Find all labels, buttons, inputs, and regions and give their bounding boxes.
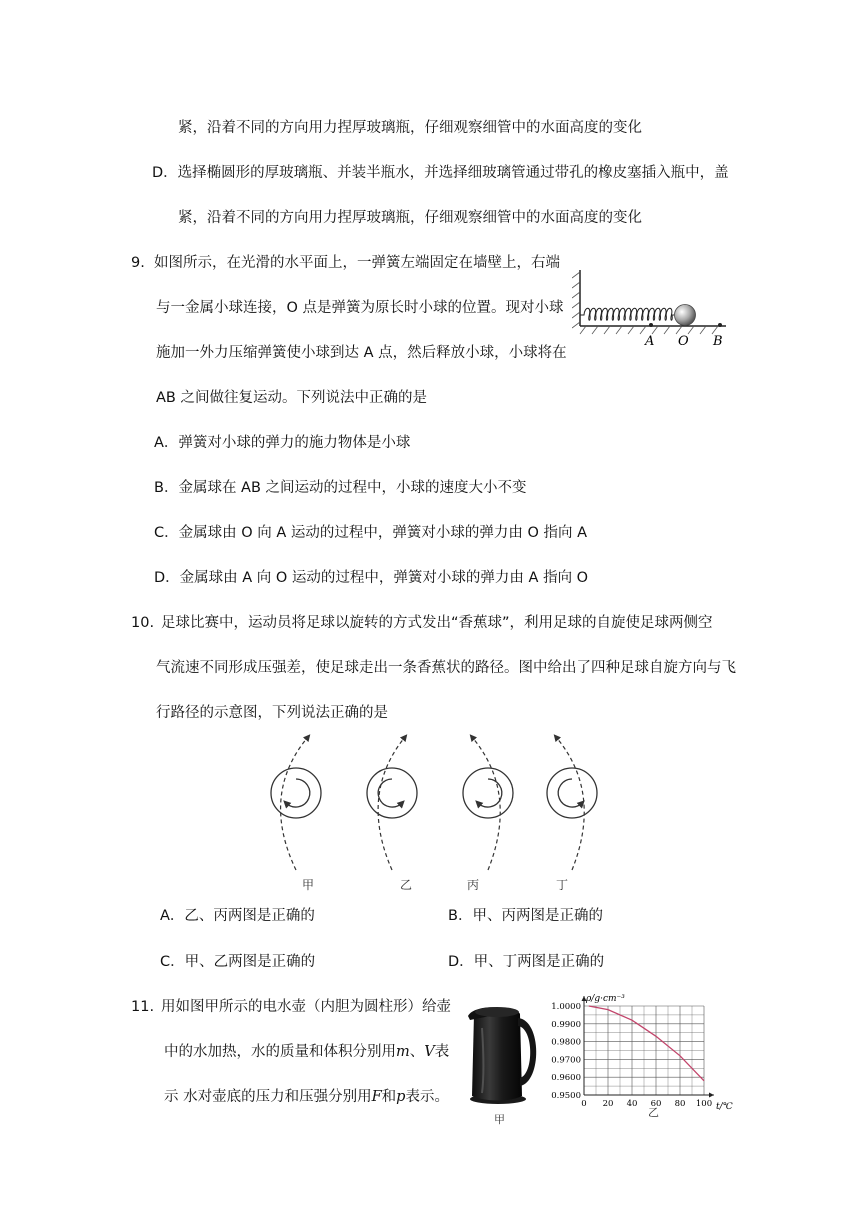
q11-stem-line1: 用如图甲所示的电水壶（内胆为圆柱形）给壶 bbox=[161, 999, 451, 1015]
y-tick-label: 0.9800 bbox=[551, 1037, 581, 1048]
electric-kettle-image bbox=[460, 998, 544, 1108]
q9-stem-line2: 与一金属小球连接，O 点是弹簧为原长时小球的位置。现对小球 bbox=[156, 300, 564, 316]
ball-yi bbox=[367, 737, 417, 870]
ball-bing bbox=[463, 737, 513, 870]
q9-stem-line4: AB 之间做往复运动。下列说法中正确的是 bbox=[156, 390, 427, 406]
chart-xlabel: t/℃ bbox=[716, 1102, 733, 1112]
ball-jia bbox=[271, 737, 321, 870]
q9-option-b: B．金属球在 AB 之间运动的过程中，小球的速度大小不变 bbox=[154, 480, 527, 496]
q10-option-a: A．乙、丙两图是正确的 bbox=[160, 908, 315, 924]
q10-option-d: D．甲、丁两图是正确的 bbox=[448, 954, 605, 970]
x-tick-label: 100 bbox=[695, 1099, 713, 1109]
spin-arrow-yi bbox=[378, 779, 402, 807]
q9-option-d: D．金属球由 A 向 O 运动的过程中，弹簧对小球的弹力由 A 指向 O bbox=[154, 570, 589, 586]
x-tick-label: 40 bbox=[626, 1099, 638, 1109]
chart-x-ticks bbox=[581, 1099, 712, 1109]
label-a: A bbox=[645, 334, 655, 349]
q9-stem-line3: 施加一外力压缩弹簧使小球到达 A 点，然后释放小球，小球将在 bbox=[156, 345, 567, 361]
y-tick-label: 0.9600 bbox=[551, 1073, 581, 1084]
q10-stem-line1: 足球比赛中，运动员将足球以旋转的方式发出“香蕉球”，利用足球的自旋使足球两侧空 bbox=[161, 615, 713, 631]
label-o: O bbox=[678, 334, 689, 349]
x-tick-label: 20 bbox=[602, 1099, 614, 1109]
q9-number: 9. bbox=[131, 255, 145, 271]
q8-option-d: D．选择椭圆形的厚玻璃瓶、并装半瓶水，并选择细玻璃管通过带孔的橡皮塞插入瓶中，盖 bbox=[152, 165, 729, 181]
label-b: B bbox=[713, 334, 723, 349]
q10-option-c: C．甲、乙两图是正确的 bbox=[160, 954, 316, 970]
q11-number: 11. bbox=[131, 999, 155, 1015]
chart-ylabel: ρ/g·cm⁻³ bbox=[586, 994, 625, 1004]
q9-option-a: A．弹簧对小球的弹力的施力物体是小球 bbox=[154, 435, 411, 451]
density-curve bbox=[589, 1006, 704, 1081]
figure-label-bing: 丙 bbox=[467, 878, 480, 892]
chart-axes bbox=[582, 996, 715, 1098]
q9-stem-line1: 如图所示，在光滑的水平面上，一弹簧左端固定在墙壁上，右端 bbox=[154, 255, 560, 271]
path-bing bbox=[472, 737, 500, 870]
metal-ball bbox=[675, 305, 696, 326]
q11-stem-line3: 示 水对壶底的压力和压强分别用F和p表示。 bbox=[164, 1089, 449, 1105]
y-tick-label: 1.0000 bbox=[551, 1002, 581, 1012]
y-tick-label: 0.9700 bbox=[551, 1055, 581, 1066]
spring-ball-figure bbox=[572, 264, 732, 352]
chart-label-yi: 乙 bbox=[648, 1106, 659, 1119]
kettle-label-jia: 甲 bbox=[494, 1113, 505, 1126]
spin-arrow-jia bbox=[286, 779, 310, 807]
spring bbox=[580, 308, 674, 320]
point-b-dot bbox=[718, 323, 722, 327]
x-tick-label: 80 bbox=[674, 1099, 686, 1109]
q10-option-b: B．甲、丙两图是正确的 bbox=[448, 908, 603, 924]
q10-stem-line2: 气流速不同形成压强差，使足球走出一条香蕉状的路径。图中给出了四种足球自旋方向与飞 bbox=[156, 660, 736, 676]
figure-label-yi: 乙 bbox=[400, 878, 413, 892]
q9-option-c: C．金属球由 O 向 A 运动的过程中，弹簧对小球的弹力由 O 指向 A bbox=[154, 525, 588, 541]
x-tick-label: 0 bbox=[581, 1099, 587, 1109]
path-jia bbox=[281, 737, 308, 870]
figure-label-ding: 丁 bbox=[556, 878, 569, 892]
y-tick-label: 0.9900 bbox=[551, 1019, 581, 1030]
x-axis-arrow bbox=[709, 1093, 714, 1098]
q11-stem-line2: 中的水加热，水的质量和体积分别用m、V表 bbox=[164, 1044, 450, 1060]
chart-y-ticks bbox=[551, 1002, 581, 1101]
density-temperature-chart bbox=[548, 990, 742, 1120]
chart-grid bbox=[584, 1006, 704, 1095]
point-a-dot bbox=[649, 323, 653, 327]
figure-label-jia: 甲 bbox=[302, 878, 315, 892]
y-tick-label: 0.9500 bbox=[551, 1091, 581, 1101]
path-ding bbox=[556, 737, 584, 870]
spinning-ball-figure bbox=[250, 725, 620, 895]
spin-arrow-ding bbox=[558, 779, 582, 807]
x-tick-label: 60 bbox=[650, 1099, 662, 1109]
q8-option-c-line2: 紧，沿着不同的方向用力捏厚玻璃瓶，仔细观察细管中的水面高度的变化 bbox=[178, 120, 642, 136]
ball-ding bbox=[547, 737, 597, 870]
q8-option-d-line2: 紧，沿着不同的方向用力捏厚玻璃瓶，仔细观察细管中的水面高度的变化 bbox=[178, 210, 642, 226]
q10-number: 10. bbox=[131, 615, 155, 631]
q10-stem-line3: 行路径的示意图，下列说法正确的是 bbox=[156, 705, 388, 721]
